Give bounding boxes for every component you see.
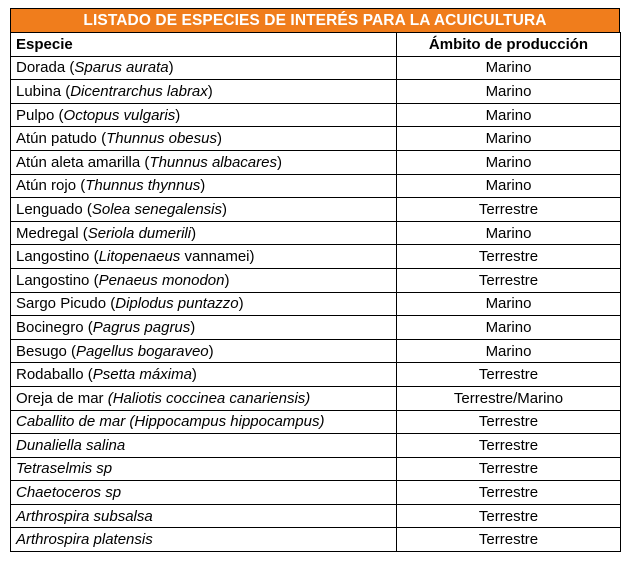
table-row [11, 80, 621, 104]
header-scope: Ámbito de producción [397, 33, 621, 57]
species-cell [11, 268, 397, 292]
species-scientific-name: Seriola dumerili [87, 224, 192, 242]
species-common-name: Bocinegro ( [16, 318, 93, 336]
scope-cell: Marino [397, 80, 621, 104]
species-scientific-name: Litopenaeus [98, 248, 181, 266]
species-scientific-name: Tetraselmis sp [16, 460, 113, 478]
species-common-name: Besugo ( [16, 342, 77, 360]
table-row [11, 316, 621, 340]
species-scientific-name: Caballito de mar (Hippocampus hippocampus) [16, 413, 325, 431]
table-row [11, 292, 621, 316]
species-cell [11, 292, 397, 316]
species-common-name: Rodaballo ( [16, 366, 93, 384]
table-row [11, 198, 621, 222]
species-cell [11, 457, 397, 481]
species-cell [11, 339, 397, 363]
species-scientific-name: Pagrus pagrus [92, 318, 191, 336]
species-common-name: ) [200, 177, 206, 195]
species-scientific-name: Dicentrarchus labrax [70, 82, 208, 100]
table-row [11, 339, 621, 363]
species-common-name: Lenguado ( [16, 200, 92, 218]
scope-cell: Terrestre/Marino [397, 386, 621, 410]
species-scientific-name: Thunnus thynnus [85, 177, 201, 195]
table-row [11, 245, 621, 269]
table-row [11, 127, 621, 151]
species-common-name: ) [190, 318, 196, 336]
scope-cell: Terrestre [397, 504, 621, 528]
header-species: Especie [11, 33, 397, 57]
species-common-name: ) [175, 106, 181, 124]
species-cell [11, 174, 397, 198]
scope-cell: Marino [397, 127, 621, 151]
species-scientific-name: Penaeus monodon [98, 271, 225, 289]
species-cell [11, 150, 397, 174]
table-row [11, 363, 621, 387]
scope-cell: Terrestre [397, 410, 621, 434]
table-row [11, 481, 621, 505]
species-common-name: ) [191, 224, 197, 242]
species-scientific-name: Thunnus albacares [149, 153, 277, 171]
species-common-name: Lubina ( [16, 82, 71, 100]
scope-cell: Terrestre [397, 268, 621, 292]
species-cell [11, 80, 397, 104]
table-row [11, 410, 621, 434]
species-cell [11, 56, 397, 80]
table-row [11, 268, 621, 292]
table-title: LISTADO DE ESPECIES DE INTERÉS PARA LA ACUICULTURA [10, 8, 620, 32]
species-common-name: ) [222, 200, 227, 218]
table-row [11, 174, 621, 198]
species-common-name: Atún patudo ( [16, 130, 107, 148]
scope-cell: Marino [397, 316, 621, 340]
species-common-name: vannamei) [180, 248, 255, 266]
species-common-name: Dorada ( [16, 59, 75, 77]
species-scientific-name: Arthrospira subsalsa [16, 507, 153, 525]
species-common-name: ) [238, 295, 244, 313]
header-row [11, 33, 621, 57]
species-common-name: ) [191, 366, 197, 384]
species-cell [11, 245, 397, 269]
scope-cell: Terrestre [397, 363, 621, 387]
species-cell [11, 103, 397, 127]
species-scientific-name: Chaetoceros sp [16, 484, 122, 502]
species-table-container [10, 8, 620, 552]
table-row [11, 56, 621, 80]
scope-cell: Marino [397, 56, 621, 80]
species-common-name: ) [277, 153, 282, 171]
table-row [11, 457, 621, 481]
table-row [11, 504, 621, 528]
species-common-name: ) [217, 130, 222, 148]
table-row [11, 386, 621, 410]
species-scientific-name: Pagellus bogaraveo [76, 342, 209, 360]
species-cell [11, 316, 397, 340]
species-common-name: Medregal ( [16, 224, 88, 242]
species-common-name: Langostino ( [16, 271, 99, 289]
species-common-name: ) [208, 342, 214, 360]
scope-cell: Marino [397, 339, 621, 363]
species-common-name: ) [168, 59, 174, 77]
species-common-name: Sargo Picudo ( [16, 295, 116, 313]
species-common-name: Atún aleta amarilla ( [16, 153, 150, 171]
scope-cell: Terrestre [397, 457, 621, 481]
table-row [11, 434, 621, 458]
species-cell [11, 198, 397, 222]
scope-cell: Marino [397, 292, 621, 316]
table-body [11, 56, 621, 551]
species-cell [11, 504, 397, 528]
scope-cell: Terrestre [397, 434, 621, 458]
species-common-name: ) [207, 82, 213, 100]
scope-cell: Marino [397, 174, 621, 198]
species-cell [11, 386, 397, 410]
species-cell [11, 528, 397, 552]
species-common-name: Oreja de mar [16, 389, 108, 407]
scope-cell: Marino [397, 103, 621, 127]
scope-cell: Marino [397, 150, 621, 174]
species-scientific-name: Arthrospira platensis [16, 531, 153, 549]
species-cell [11, 410, 397, 434]
species-cell [11, 363, 397, 387]
species-scientific-name: Psetta máxima [92, 366, 192, 384]
species-cell [11, 434, 397, 458]
table-row [11, 103, 621, 127]
species-scientific-name: Solea senegalensis [91, 200, 222, 218]
scope-cell: Terrestre [397, 481, 621, 505]
table-row [11, 221, 621, 245]
species-scientific-name: Sparus aurata [74, 59, 169, 77]
species-scientific-name: (Haliotis coccinea canariensis) [107, 389, 311, 407]
species-common-name: Langostino ( [16, 248, 99, 266]
species-scientific-name: Thunnus obesus [106, 130, 217, 148]
species-common-name: Pulpo ( [16, 106, 64, 124]
species-scientific-name: Octopus vulgaris [63, 106, 176, 124]
scope-cell: Terrestre [397, 245, 621, 269]
scope-cell: Marino [397, 221, 621, 245]
species-cell [11, 127, 397, 151]
species-scientific-name: Dunaliella salina [16, 436, 126, 454]
species-cell [11, 221, 397, 245]
species-cell [11, 481, 397, 505]
table-row [11, 150, 621, 174]
species-common-name: Atún rojo ( [16, 177, 86, 195]
scope-cell: Terrestre [397, 198, 621, 222]
scope-cell: Terrestre [397, 528, 621, 552]
table-row [11, 528, 621, 552]
species-table [10, 32, 621, 552]
species-common-name: ) [224, 271, 230, 289]
species-scientific-name: Diplodus puntazzo [115, 295, 239, 313]
